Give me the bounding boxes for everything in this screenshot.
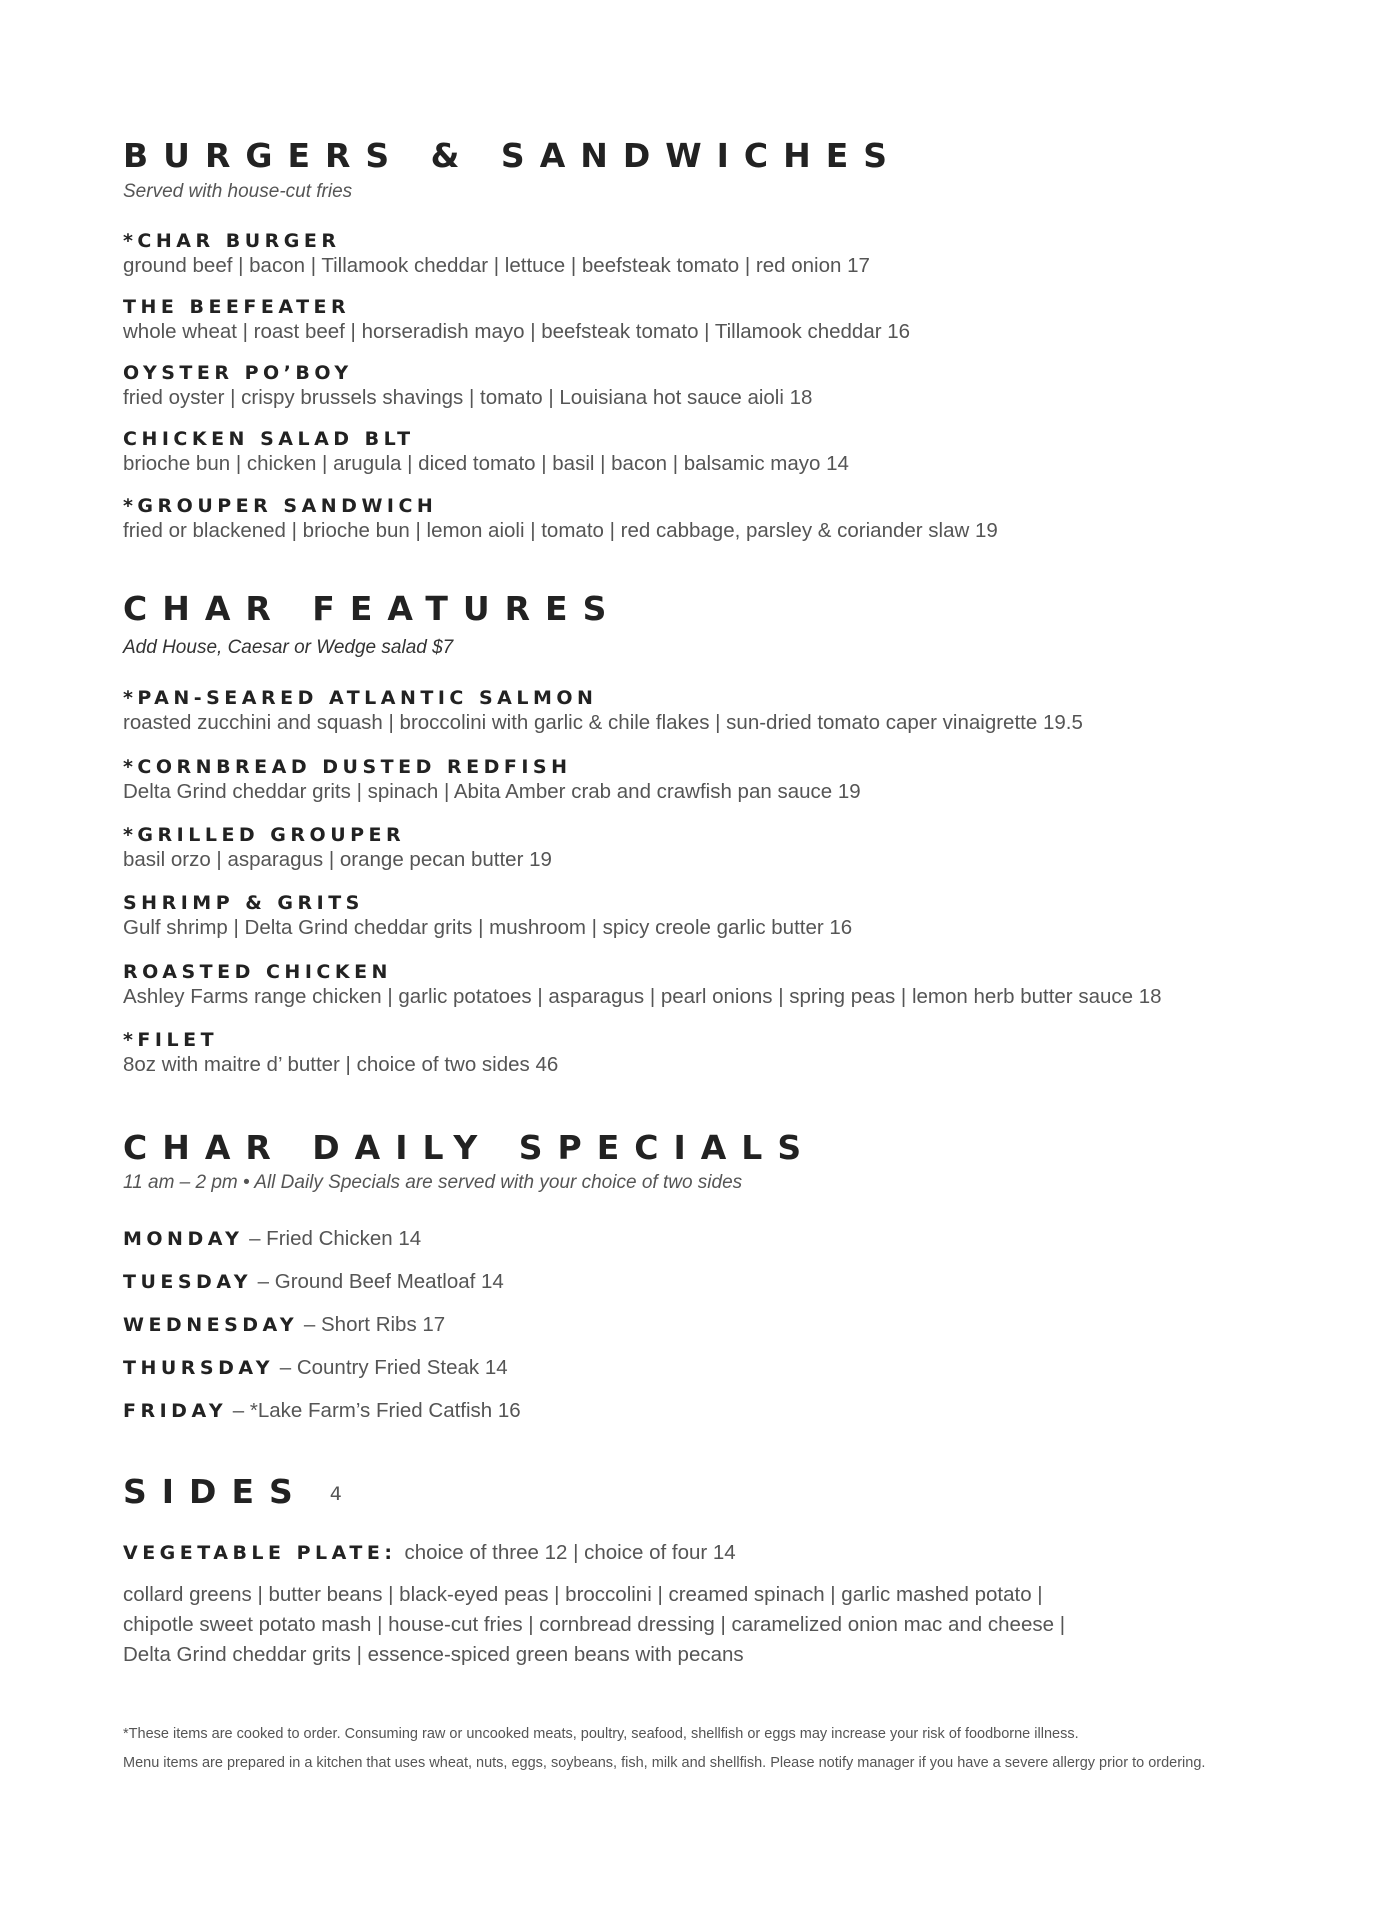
item-description: roasted zucchini and squash | broccolini with garlic & chile flakes | sun-dried tomato caper vinaigrette 19.5 (123, 711, 1083, 734)
special-row-friday (123, 1398, 521, 1426)
sides-list (123, 1580, 1223, 1670)
item-name: *CHAR BURGER (123, 230, 341, 252)
item-name: *CORNBREAD DUSTED REDFISH (123, 756, 572, 778)
item-name: CHICKEN SALAD BLT (123, 428, 415, 450)
item-name: THE BEEFEATER (123, 296, 351, 318)
footer-note-raw-food: *These items are cooked to order. Consuming raw or uncooked meats, poultry, seafood, shellfish or eggs may increase your risk of foodborne illness. (123, 1726, 1079, 1742)
sides-price: 4 (329, 1482, 342, 1505)
sides-list-line: chipotle sweet potato mash | house-cut fries | cornbread dressing | caramelized onion mac and cheese | (123, 1613, 1066, 1636)
item-description: basil orzo | asparagus | orange pecan butter 19 (123, 848, 552, 871)
item-name: SHRIMP & GRITS (123, 892, 364, 914)
section-title-burgers: BURGERS & SANDWICHES (123, 136, 903, 175)
sides-title: SIDES (123, 1472, 308, 1511)
item-description: brioche bun | chicken | arugula | diced tomato | basil | bacon | balsamic mayo 14 (123, 452, 849, 475)
item-name: *GROUPER SANDWICH (123, 495, 438, 517)
menu-item-grouper-sandwich (123, 494, 998, 544)
item-description: fried or blackened | brioche bun | lemon aioli | tomato | red cabbage, parsley & coriander slaw 19 (123, 519, 998, 542)
item-description: 8oz with maitre d’ butter | choice of two sides 46 (123, 1053, 559, 1076)
day-name: THURSDAY (123, 1357, 275, 1379)
sides-list-line: collard greens | butter beans | black-eyed peas | broccolini | creamed spinach | garlic mashed potato | (123, 1583, 1043, 1606)
section-subtitle-specials: 11 am – 2 pm • All Daily Specials are served with your choice of two sides (123, 1172, 743, 1193)
vegetable-plate-label: VEGETABLE PLATE: (123, 1542, 397, 1564)
item-description: whole wheat | roast beef | horseradish mayo | beefsteak tomato | Tillamook cheddar 16 (123, 320, 911, 343)
menu-item-char-burger (123, 229, 870, 279)
menu-item-oyster-poboy (123, 361, 812, 411)
menu-item-roasted-chicken (123, 960, 1162, 1010)
section-subtitle-features: Add House, Caesar or Wedge salad $7 (123, 637, 454, 658)
section-title-features: CHAR FEATURES (123, 589, 622, 628)
menu-item-beefeater (123, 295, 910, 345)
item-name: ROASTED CHICKEN (123, 961, 392, 983)
item-description: Gulf shrimp | Delta Grind cheddar grits | mushroom | spicy creole garlic butter 16 (123, 916, 853, 939)
item-name: *PAN-SEARED ATLANTIC SALMON (123, 687, 598, 709)
menu-item-filet (123, 1028, 558, 1078)
sides-list-line: Delta Grind cheddar grits | essence-spiced green beans with pecans (123, 1643, 744, 1666)
special-row-thursday (123, 1355, 508, 1383)
day-name: WEDNESDAY (123, 1314, 299, 1336)
item-name: OYSTER PO’BOY (123, 362, 353, 384)
menu-item-redfish (123, 755, 861, 805)
special-row-wednesday (123, 1312, 445, 1340)
item-name: *GRILLED GROUPER (123, 824, 406, 846)
section-title-sides (123, 1472, 342, 1514)
section-subtitle-burgers: Served with house-cut fries (123, 181, 353, 202)
day-dish: – Ground Beef Meatloaf 14 (251, 1270, 504, 1293)
menu-item-grilled-grouper (123, 823, 552, 873)
special-row-monday (123, 1226, 421, 1254)
day-dish: – Fried Chicken 14 (243, 1227, 422, 1250)
item-description: ground beef | bacon | Tillamook cheddar | lettuce | beefsteak tomato | red onion 17 (123, 254, 870, 277)
day-dish: – Country Fried Steak 14 (274, 1356, 508, 1379)
item-description: Delta Grind cheddar grits | spinach | Abita Amber crab and crawfish pan sauce 19 (123, 780, 861, 803)
day-name: TUESDAY (123, 1271, 252, 1293)
day-dish: – Short Ribs 17 (298, 1313, 446, 1336)
day-name: FRIDAY (123, 1400, 228, 1422)
menu-item-chicken-salad-blt (123, 427, 849, 477)
day-name: MONDAY (123, 1228, 244, 1250)
special-row-tuesday (123, 1269, 504, 1297)
section-title-specials: CHAR DAILY SPECIALS (123, 1128, 817, 1167)
item-name: *FILET (123, 1029, 219, 1051)
vegetable-plate-choice: choice of three 12 | choice of four 14 (404, 1541, 736, 1564)
day-dish: – *Lake Farm’s Fried Catfish 16 (227, 1399, 521, 1422)
footer-note-allergy: Menu items are prepared in a kitchen that uses wheat, nuts, eggs, soybeans, fish, milk and shellfish. Please notify manager if you have a severe allergy prior to ordering. (123, 1755, 1206, 1771)
item-description: Ashley Farms range chicken | garlic potatoes | asparagus | pearl onions | spring peas | lemon herb butter sauce 18 (123, 985, 1162, 1008)
item-description: fried oyster | crispy brussels shavings | tomato | Louisiana hot sauce aioli 18 (123, 386, 813, 409)
menu-item-shrimp-grits (123, 891, 852, 941)
vegetable-plate-line (123, 1540, 736, 1568)
menu-item-salmon (123, 686, 1083, 736)
